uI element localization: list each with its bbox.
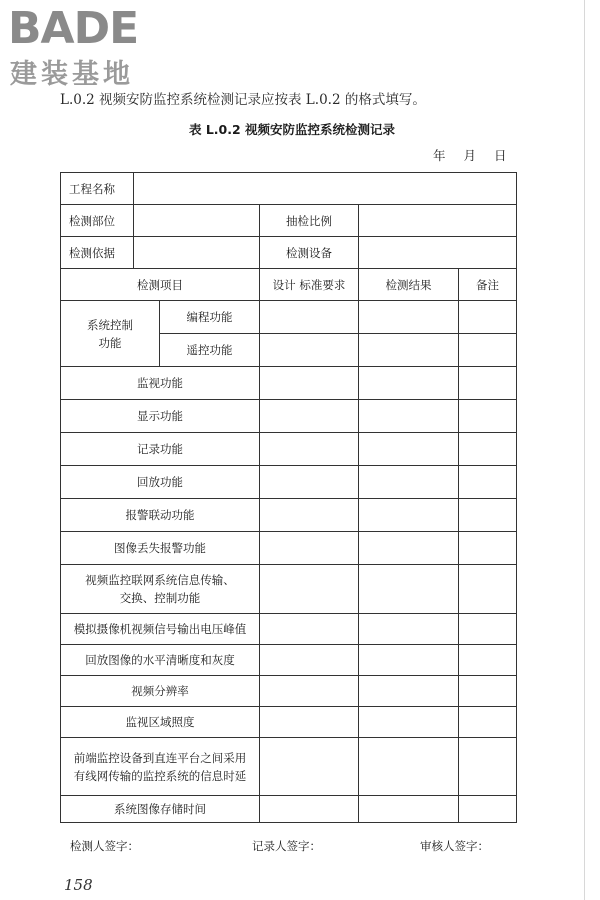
remark-cell[interactable] (459, 499, 517, 532)
requirement-cell[interactable] (260, 645, 359, 676)
requirement-cell[interactable] (260, 707, 359, 738)
table-row (61, 532, 517, 565)
requirement-cell[interactable] (260, 532, 359, 565)
item-label-line1: 回放图像的水平清晰度和灰度 (85, 653, 235, 667)
remark-cell[interactable] (459, 301, 517, 334)
project-name-row (61, 173, 517, 205)
project-name-label: 工程名称 (61, 173, 134, 205)
table-row (61, 707, 517, 738)
result-cell[interactable] (359, 433, 459, 466)
inspection-part-label: 检测部位 (61, 205, 134, 237)
requirement-cell[interactable] (260, 565, 359, 614)
page-number: 158 (64, 876, 93, 894)
header-row (61, 269, 517, 301)
inspection-basis-label: 检测依据 (61, 237, 134, 269)
remark-cell[interactable] (459, 532, 517, 565)
remark-cell[interactable] (459, 614, 517, 645)
project-name-value[interactable] (134, 173, 517, 205)
item-label-line1: 视频监控联网系统信息传输、 (85, 573, 235, 587)
result-cell[interactable] (359, 645, 459, 676)
item-label (61, 614, 260, 645)
inspection-part-row (61, 205, 517, 237)
result-cell[interactable] (359, 707, 459, 738)
result-cell[interactable] (359, 367, 459, 400)
requirement-cell[interactable] (260, 334, 359, 367)
item-label-line1: 报警联动功能 (125, 508, 195, 522)
item-label (61, 400, 260, 433)
page-edge (584, 0, 585, 900)
table-caption: 表 L.0.2 视频安防监控系统检测记录 (188, 122, 396, 137)
result-cell[interactable] (359, 532, 459, 565)
item-label-line1: 回放功能 (137, 475, 183, 489)
inspector-signature: 检测人签字： (70, 839, 139, 853)
item-label (61, 565, 260, 614)
result-cell[interactable] (359, 499, 459, 532)
reviewer-signature: 审核人签字： (420, 839, 489, 853)
recorder-signature: 记录人签字： (252, 839, 321, 853)
requirement-cell[interactable] (260, 676, 359, 707)
item-label-line2: 有线网传输的监控系统的信息时延 (73, 768, 247, 783)
sampling-ratio-label: 抽检比例 (260, 205, 359, 237)
item-label (61, 707, 260, 738)
result-cell[interactable] (359, 565, 459, 614)
item-label (61, 433, 260, 466)
inspection-equipment-value[interactable] (359, 237, 517, 269)
item-label-line1: 显示功能 (137, 409, 183, 423)
table-row (61, 466, 517, 499)
requirement-cell[interactable] (260, 301, 359, 334)
item-label (61, 499, 260, 532)
item-rows (61, 367, 517, 823)
item-label-line1: 模拟摄像机视频信号输出电压峰值 (73, 622, 247, 636)
item-label-line1: 视频分辨率 (131, 684, 189, 698)
intro-text: L.0.2 视频安防监控系统检测记录应按表 L.0.2 的格式填写。 (60, 92, 426, 108)
item-label-line1: 图像丢失报警功能 (114, 541, 206, 555)
requirement-cell[interactable] (260, 614, 359, 645)
requirement-cell[interactable] (260, 796, 359, 823)
requirement-cell[interactable] (260, 400, 359, 433)
remark-cell[interactable] (459, 433, 517, 466)
item-label-line2: 交换、控制功能 (119, 591, 201, 605)
requirement-cell[interactable] (260, 499, 359, 532)
item-label-line1: 前端监控设备到直连平台之间采用 (73, 750, 247, 765)
inspection-record-table (60, 172, 517, 823)
header-item: 检测项目 (61, 269, 260, 301)
group-label-line1: 系统控制 (87, 317, 133, 332)
table-row (61, 738, 517, 796)
logo-wordmark: BADE (8, 3, 139, 54)
table-row (61, 301, 517, 334)
result-cell[interactable] (359, 614, 459, 645)
table-row (61, 565, 517, 614)
date-line: 年 月 日 (433, 148, 507, 163)
group-label-line2: 功能 (98, 335, 122, 350)
item-label (61, 738, 260, 796)
remark-cell[interactable] (459, 334, 517, 367)
header-remark: 备注 (459, 269, 517, 301)
requirement-cell[interactable] (260, 738, 359, 796)
table-row (61, 796, 517, 823)
remark-cell[interactable] (459, 676, 517, 707)
item-label (61, 532, 260, 565)
result-cell[interactable] (359, 301, 459, 334)
header-result: 检测结果 (359, 269, 459, 301)
requirement-cell[interactable] (260, 367, 359, 400)
table-row (61, 400, 517, 433)
sub-item-label: 遥控功能 (160, 334, 260, 367)
item-label (61, 645, 260, 676)
inspection-equipment-label: 检测设备 (260, 237, 359, 269)
remark-cell[interactable] (459, 707, 517, 738)
sampling-ratio-value[interactable] (359, 205, 517, 237)
item-label (61, 367, 260, 400)
table-row (61, 614, 517, 645)
result-cell[interactable] (359, 400, 459, 433)
table-row (61, 367, 517, 400)
requirement-cell[interactable] (260, 466, 359, 499)
inspection-part-value[interactable] (134, 205, 260, 237)
result-cell[interactable] (359, 676, 459, 707)
item-label-line1: 记录功能 (137, 442, 183, 456)
header-requirement: 设计 标准要求 (260, 269, 359, 301)
item-label (61, 796, 260, 823)
item-label-line1: 系统图像存储时间 (114, 802, 206, 816)
remark-cell[interactable] (459, 565, 517, 614)
item-label (61, 676, 260, 707)
item-label-line1: 监视区域照度 (125, 715, 195, 729)
remark-cell[interactable] (459, 367, 517, 400)
inspection-basis-row (61, 237, 517, 269)
result-cell[interactable] (359, 738, 459, 796)
requirement-cell[interactable] (260, 433, 359, 466)
table-row (61, 433, 517, 466)
item-label (61, 466, 260, 499)
remark-cell[interactable] (459, 796, 517, 823)
remark-cell[interactable] (459, 645, 517, 676)
remark-cell[interactable] (459, 400, 517, 433)
item-label-line1: 监视功能 (137, 376, 183, 390)
remark-cell[interactable] (459, 466, 517, 499)
table-row (61, 645, 517, 676)
sub-item-label: 编程功能 (160, 301, 260, 334)
logo-subtitle: 建装基地 (10, 59, 134, 90)
system-control-group-label (61, 301, 160, 367)
result-cell[interactable] (359, 466, 459, 499)
result-cell[interactable] (359, 334, 459, 367)
inspection-basis-value[interactable] (134, 237, 260, 269)
table-row (61, 676, 517, 707)
bade-logo (8, 4, 178, 96)
table-row (61, 499, 517, 532)
remark-cell[interactable] (459, 738, 517, 796)
result-cell[interactable] (359, 796, 459, 823)
